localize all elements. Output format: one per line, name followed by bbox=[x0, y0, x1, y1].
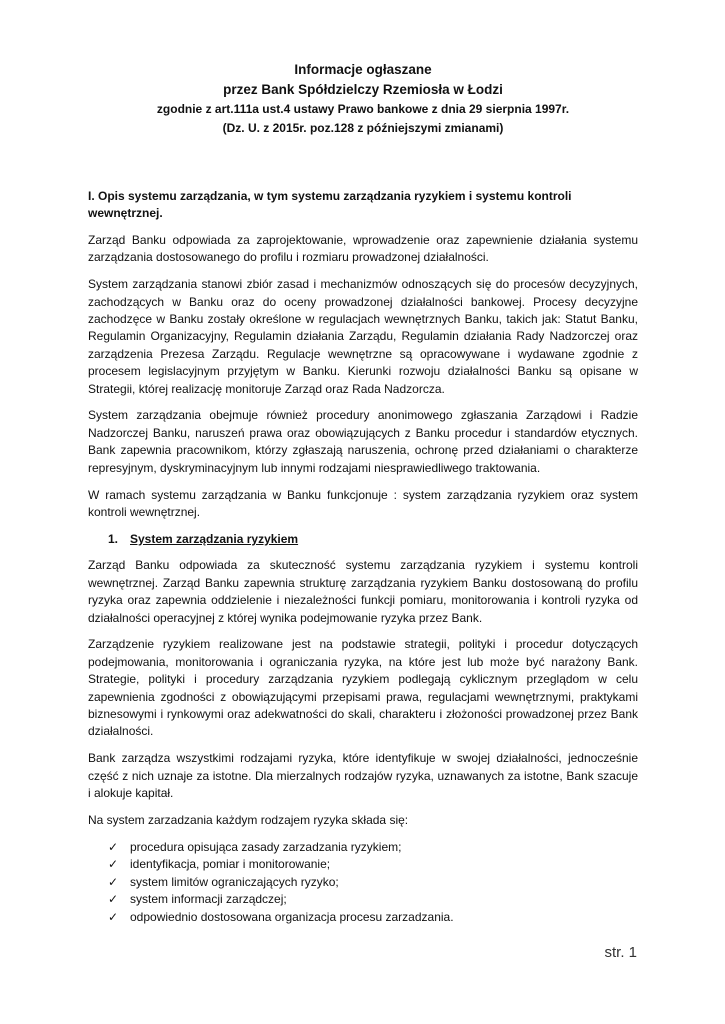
list-item bbox=[88, 891, 638, 908]
section-1-paragraph-4: W ramach systemu zarządzania w Banku funkcjonuje : system zarządzania ryzykiem oraz system kontroli wewnętrznej. bbox=[88, 487, 638, 519]
list-item-text: identyfikacja, pomiar i monitorowanie; bbox=[130, 857, 331, 872]
header-bank-name: przez Bank Spółdzielczy Rzemiosła w Łodzi bbox=[223, 82, 503, 97]
risk-management-components-list bbox=[88, 839, 638, 926]
page-number: str. 1 bbox=[604, 944, 637, 961]
list-item bbox=[88, 839, 638, 856]
section-1-paragraph-3: System zarządzania obejmuje również procedury anonimowego zgłaszania Zarządowi i Radzie Nadzorczej Banku, naruszeń prawa oraz obowiązujących z Banku procedur i standardów etycznych. Bank zapewnia pracownikom, którzy zgłaszają naruszenia, ochronę przed działaniami o charakterze represyjnym, dyskryminacyjnym lub innymi rodzajami niesprawiedliwego traktowania. bbox=[88, 408, 638, 475]
checkmark-icon: ✓ bbox=[108, 892, 119, 907]
document-body bbox=[88, 188, 638, 926]
subsection-1-heading bbox=[88, 531, 638, 548]
header-title: Informacje ogłaszane bbox=[294, 62, 432, 77]
subsection-1-paragraph-2: Zarządzenie ryzykiem realizowane jest na podstawie strategii, polityki i procedur dotyczących podejmowania, monitorowania i ograniczania ryzyka, na które jest lub może być narażony Bank. Strategie, polityki i procedury zarządzania ryzykiem podlegają cyklicznym przeglądom w celu zapewnienia zgodności z obowiązującymi przepisami prawa, regulacjami wewnętrznymi, praktykami biznesowymi i rynkowymi oraz adekwatności do skali, charakteru i złożoności prowadzonej przez Bank działalności. bbox=[88, 637, 638, 739]
section-1-title: I. Opis systemu zarządzania, w tym systemu zarządzania ryzykiem i systemu kontroli wewnętrznej. bbox=[88, 189, 572, 221]
header-legal-basis: zgodnie z art.111a ust.4 ustawy Prawo bankowe z dnia 29 sierpnia 1997r. bbox=[156, 102, 570, 116]
checkmark-icon: ✓ bbox=[108, 874, 119, 889]
section-1-paragraph-1: Zarząd Banku odpowiada za zaprojektowanie, wprowadzenie oraz zapewnienie działania systemu zarządzania dostosowanego do profilu i rozmiaru prowadzonej działalności. bbox=[88, 232, 638, 265]
subsection-1-paragraph-4: Na system zarzadzania każdym rodzajem ryzyka składa się: bbox=[88, 813, 409, 828]
subsection-1-title: System zarządzania ryzykiem bbox=[130, 531, 299, 546]
list-item bbox=[88, 874, 638, 891]
checkmark-icon: ✓ bbox=[108, 909, 119, 924]
header-journal-reference: (Dz. U. z 2015r. poz.128 z późniejszymi zmianami) bbox=[222, 121, 504, 135]
subsection-1-paragraph-3: Bank zarządza wszystkimi rodzajami ryzyka, które identyfikuje w swojej działalności, jednocześnie część z nich uznaje za istotne. Dla mierzalnych rodzajów ryzyka, uznawanych za istotne, Bank szacuje i alokuje kapitał. bbox=[88, 751, 638, 801]
list-item-text: procedura opisująca zasady zarzadzania ryzykiem; bbox=[130, 840, 402, 854]
document-header bbox=[88, 60, 638, 138]
subsection-1-paragraph-1: Zarząd Banku odpowiada za skuteczność systemu zarządzania ryzykiem i systemu kontroli wewnętrznej. Zarząd Banku zapewnia strukturę zarządzania ryzykiem Banku dostosowaną do profilu ryzyka oraz zapewnia oddzielenie i niezależności funkcji pomiaru, monitorowania i kontroli ryzyka od działalności operacyjnej z której wynika podejmowanie ryzyka przez Bank. bbox=[88, 558, 638, 625]
list-item-text: system limitów ograniczających ryzyko; bbox=[130, 874, 339, 889]
checkmark-icon: ✓ bbox=[108, 857, 119, 872]
subsection-1-number: 1. bbox=[108, 531, 119, 546]
section-1-paragraph-2: System zarządzania stanowi zbiór zasad i mechanizmów odnoszących się do procesów decyzyjnych, zachodzących w Banku oraz do oceny prowadzonej działalności bankowej. Procesy decyzyjne zachodzęce w Banku zostały określone w regulacjach wewnętrznych Banku, takich jak: Statut Banku, Regulamin Organizacyjny, Regulamin działania Zarządu, Regulamin działania Rady Nadzorczej oraz zarządzenia Prezesa Zarządu. Regulacje wewnętrzne są opracowywane i wydawane zgodnie z procesem legislacyjnym przyjętym w Banku. Kierunki rozwoju działalności Banku są opisane w Strategii, której realizację monitoruje Zarząd oraz Rada Nadzorcza. bbox=[88, 277, 638, 396]
list-item bbox=[88, 909, 638, 926]
list-item-text: odpowiednio dostosowana organizacja procesu zarzadzania. bbox=[130, 909, 454, 924]
checkmark-icon: ✓ bbox=[108, 840, 119, 854]
list-item-text: system informacji zarządczej; bbox=[130, 892, 287, 907]
list-item bbox=[88, 856, 638, 873]
